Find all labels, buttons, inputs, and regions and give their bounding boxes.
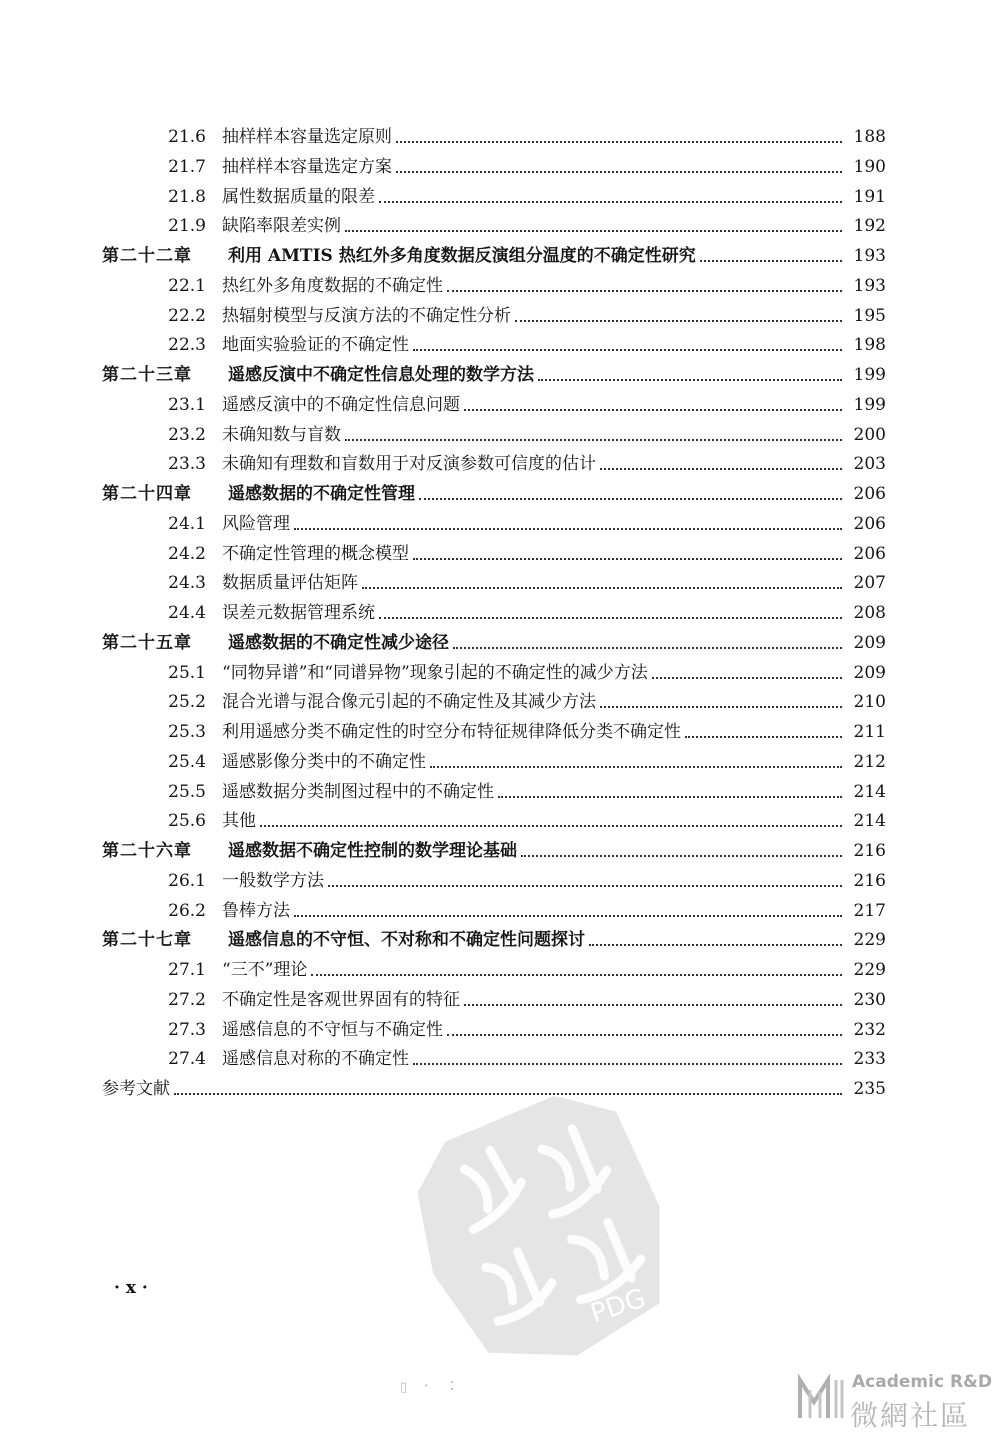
toc-entry-number: 第二十五章 bbox=[102, 632, 192, 653]
toc-entry-number: 25.6 bbox=[168, 811, 206, 832]
toc-chapter-row bbox=[102, 477, 886, 505]
toc-entry-number: 25.3 bbox=[168, 722, 206, 742]
toc-entry-page: 206 bbox=[853, 543, 886, 564]
toc-section-row bbox=[102, 120, 886, 148]
toc-entry-title: 遥感影像分类中的不确定性 bbox=[222, 751, 426, 772]
toc-entry-number: 27.2 bbox=[168, 989, 206, 1010]
toc-entry-number: 25.2 bbox=[168, 692, 206, 713]
toc-entry-number: 23.1 bbox=[168, 394, 206, 415]
toc-entry-number: 24.3 bbox=[168, 573, 206, 594]
toc-entry-page: 214 bbox=[853, 811, 886, 832]
toc-entry-title: 不确定性是客观世界固有的特征 bbox=[222, 989, 460, 1010]
dot-leader bbox=[174, 1092, 842, 1095]
dot-leader bbox=[379, 616, 842, 619]
toc-entry-page: 210 bbox=[853, 692, 886, 713]
toc-entry-number: 21.7 bbox=[168, 156, 206, 177]
dot-leader bbox=[413, 1062, 842, 1065]
toc-entry-page: 193 bbox=[853, 275, 886, 296]
toc-entry-page: 191 bbox=[853, 186, 886, 207]
toc-entry-title: 数据质量评估矩阵 bbox=[222, 573, 358, 594]
toc-entry-page: 203 bbox=[853, 454, 886, 475]
toc-entry-number: 24.4 bbox=[168, 603, 206, 623]
dot-leader bbox=[498, 795, 842, 798]
toc-entry-title: 其他 bbox=[222, 811, 256, 832]
toc-entry-number: 21.9 bbox=[168, 216, 206, 237]
toc-entry-title: 遥感信息的不守恒与不确定性 bbox=[222, 1019, 443, 1040]
toc-entry-title: 一般数学方法 bbox=[222, 870, 324, 891]
toc-section-row bbox=[102, 537, 886, 565]
dot-leader bbox=[600, 705, 842, 708]
logo-text-en: Academic R&D bbox=[852, 1372, 992, 1392]
toc-entry-title: 利用遥感分类不确定性的时空分布特征规律降低分类不确定性 bbox=[222, 722, 681, 742]
dot-leader bbox=[600, 467, 842, 470]
toc-section-row bbox=[102, 715, 886, 743]
toc-section-row bbox=[102, 864, 886, 892]
dot-leader bbox=[464, 1003, 842, 1006]
toc-section-row bbox=[102, 180, 886, 208]
toc-entry-title: 遥感数据分类制图过程中的不确定性 bbox=[222, 781, 494, 802]
dot-leader bbox=[419, 497, 842, 500]
toc-entry-page: 233 bbox=[853, 1049, 886, 1070]
dot-leader bbox=[294, 914, 842, 917]
toc-entry-page: 214 bbox=[853, 781, 886, 802]
toc-entry-title: 遥感数据不确定性控制的数学理论基础 bbox=[228, 841, 517, 861]
toc-chapter-row bbox=[102, 923, 886, 951]
toc-entry-title: 缺陷率限差实例 bbox=[222, 216, 341, 237]
dot-leader bbox=[396, 170, 842, 173]
toc-section-row bbox=[102, 388, 886, 416]
toc-entry-number: 25.5 bbox=[168, 781, 206, 802]
toc-entry-title: 鲁棒方法 bbox=[222, 900, 290, 921]
toc-entry-number: 26.1 bbox=[168, 870, 206, 891]
toc-section-row bbox=[102, 209, 886, 237]
toc-section-row bbox=[102, 1042, 886, 1070]
dot-leader bbox=[260, 824, 842, 827]
toc-section-row bbox=[102, 447, 886, 475]
toc-entry-number: 21.8 bbox=[168, 186, 206, 207]
dot-leader bbox=[413, 557, 842, 560]
toc-entry-title: 属性数据质量的限差 bbox=[222, 186, 375, 207]
toc-entry-number: 24.1 bbox=[168, 513, 206, 534]
toc-entry-number: 第二十四章 bbox=[102, 484, 192, 504]
toc-entry-title: 混合光谱与混合像元引起的不确定性及其减少方法 bbox=[222, 692, 596, 713]
toc-entry-title: 误差元数据管理系统 bbox=[222, 603, 375, 623]
toc-entry-number: 第二十三章 bbox=[102, 365, 192, 385]
toc-entry-number: 22.1 bbox=[168, 275, 206, 296]
dot-leader bbox=[413, 348, 842, 351]
toc-entry-title: 抽样样本容量选定原则 bbox=[222, 127, 392, 147]
toc-entry-title: 遥感数据的不确定性管理 bbox=[228, 484, 415, 504]
dot-leader bbox=[453, 646, 842, 649]
toc-entry-page: 216 bbox=[853, 870, 886, 891]
dot-leader bbox=[362, 586, 842, 589]
toc-entry-page: 188 bbox=[853, 127, 886, 147]
toc-entry-title: 热红外多角度数据的不确定性 bbox=[222, 275, 443, 296]
toc-entry-number: 23.3 bbox=[168, 454, 206, 475]
toc-entry-page: 232 bbox=[853, 1019, 886, 1040]
toc-section-row bbox=[102, 745, 886, 773]
toc-entry-page: 193 bbox=[853, 246, 886, 266]
toc-section-row bbox=[102, 685, 886, 713]
toc-entry-number: 27.4 bbox=[168, 1049, 206, 1070]
toc-section-row bbox=[102, 1013, 886, 1041]
toc-entry-number: 27.1 bbox=[168, 960, 206, 980]
toc-entry-number: 22.2 bbox=[168, 305, 206, 326]
toc-entry-number: 第二十六章 bbox=[102, 841, 192, 861]
toc-entry-page: 198 bbox=[853, 335, 886, 356]
dot-leader bbox=[311, 973, 842, 976]
toc-entry-page: 192 bbox=[853, 216, 886, 237]
dot-leader bbox=[345, 438, 842, 441]
toc-entry-title: 不确定性管理的概念模型 bbox=[222, 543, 409, 564]
toc-entry-title: 未确知有理数和盲数用于对反演参数可信度的估计 bbox=[222, 454, 596, 475]
toc-entry-title: 遥感反演中的不确定性信息问题 bbox=[222, 394, 460, 415]
toc-entry-page: 209 bbox=[853, 632, 886, 653]
toc-section-row bbox=[102, 804, 886, 832]
toc-entry-number: 24.2 bbox=[168, 543, 206, 564]
toc-section-row bbox=[102, 983, 886, 1011]
toc-entry-title: 遥感数据的不确定性减少途径 bbox=[228, 632, 449, 653]
dot-leader bbox=[447, 1033, 842, 1036]
toc-entry-number: 23.2 bbox=[168, 424, 206, 445]
toc-entry-page: 209 bbox=[853, 662, 886, 683]
toc-entry-title: 遥感信息对称的不确定性 bbox=[222, 1049, 409, 1070]
toc-entry-number: 21.6 bbox=[168, 127, 206, 147]
dot-leader bbox=[652, 676, 842, 679]
toc-entry-number: 25.4 bbox=[168, 751, 206, 772]
dot-leader bbox=[515, 319, 842, 322]
toc-entry-page: 208 bbox=[853, 603, 886, 623]
dot-leader bbox=[447, 289, 842, 292]
toc-chapter-row bbox=[102, 358, 886, 386]
dot-leader bbox=[396, 140, 842, 143]
toc-entry-page: 199 bbox=[853, 394, 886, 415]
toc-entry-page: 212 bbox=[853, 751, 886, 772]
toc-entry-title: “同物异谱”和“同谱异物”现象引起的不确定性的减少方法 bbox=[222, 662, 648, 683]
toc-entry-title: 未确知数与盲数 bbox=[222, 424, 341, 445]
dot-leader bbox=[379, 200, 842, 203]
toc-entry-title: “三不”理论 bbox=[222, 960, 308, 980]
toc-entry-number: 第二十二章 bbox=[102, 246, 192, 266]
toc-entry-title: 遥感反演中不确定性信息处理的数学方法 bbox=[228, 365, 534, 385]
toc-entry-title: 遥感信息的不守恒、不对称和不确定性问题探讨 bbox=[228, 930, 585, 951]
toc-entry-page: 206 bbox=[853, 513, 886, 534]
toc-chapter-row bbox=[102, 239, 886, 267]
toc-entry-page: 235 bbox=[853, 1079, 886, 1099]
dot-leader bbox=[589, 943, 842, 946]
toc-section-row bbox=[102, 894, 886, 922]
logo-text-cn: 微網社區 bbox=[850, 1399, 971, 1432]
toc-section-row bbox=[102, 299, 886, 327]
toc-entry-title: 地面实验验证的不确定性 bbox=[222, 335, 409, 356]
dot-leader bbox=[294, 527, 842, 530]
seal-label: PDG bbox=[587, 1283, 650, 1330]
toc-entry-page: 229 bbox=[853, 960, 886, 980]
site-logo bbox=[796, 1372, 992, 1432]
dot-leader bbox=[700, 259, 842, 262]
faint-scan-mark: ▯ ⠂ ⠅ bbox=[400, 1380, 465, 1395]
toc-references-row bbox=[102, 1072, 886, 1100]
logo-mark-icon bbox=[796, 1374, 846, 1424]
toc-section-row bbox=[102, 328, 886, 356]
toc-entry-number: 第二十七章 bbox=[102, 930, 192, 951]
toc-entry-title: 参考文献 bbox=[102, 1079, 170, 1099]
toc-section-row bbox=[102, 566, 886, 594]
toc-section-row bbox=[102, 596, 886, 624]
page-number: · x · bbox=[114, 1278, 148, 1298]
toc-entry-number: 25.1 bbox=[168, 662, 206, 683]
dot-leader bbox=[430, 765, 842, 768]
toc-entry-number: 27.3 bbox=[168, 1019, 206, 1040]
dot-leader bbox=[464, 408, 842, 411]
dot-leader bbox=[538, 378, 842, 381]
toc-entry-page: 199 bbox=[853, 365, 886, 385]
toc-entry-number: 26.2 bbox=[168, 900, 206, 921]
toc-entry-title: 风险管理 bbox=[222, 513, 290, 534]
toc-chapter-row bbox=[102, 626, 886, 654]
toc-entry-page: 211 bbox=[853, 722, 886, 742]
toc-section-row bbox=[102, 418, 886, 446]
toc-entry-page: 217 bbox=[853, 900, 886, 921]
toc-entry-page: 207 bbox=[853, 573, 886, 594]
toc-entry-page: 195 bbox=[853, 305, 886, 326]
toc-entry-page: 200 bbox=[853, 424, 886, 445]
toc-entry-title: 热辐射模型与反演方法的不确定性分析 bbox=[222, 305, 511, 326]
toc-entry-title: 抽样样本容量选定方案 bbox=[222, 156, 392, 177]
toc-section-row bbox=[102, 269, 886, 297]
toc-section-row bbox=[102, 507, 886, 535]
toc-entry-page: 230 bbox=[853, 989, 886, 1010]
toc-section-row bbox=[102, 775, 886, 803]
toc-chapter-row bbox=[102, 834, 886, 862]
toc-section-row bbox=[102, 656, 886, 684]
dot-leader bbox=[521, 854, 842, 857]
dot-leader bbox=[328, 884, 842, 887]
dot-leader bbox=[345, 229, 842, 232]
toc-entry-title: 利用 AMTIS 热红外多角度数据反演组分温度的不确定性研究 bbox=[228, 246, 696, 266]
toc-entry-page: 206 bbox=[853, 484, 886, 504]
dot-leader bbox=[685, 735, 842, 738]
toc-entry-page: 190 bbox=[853, 156, 886, 177]
toc-entry-page: 216 bbox=[853, 841, 886, 861]
toc-section-row bbox=[102, 953, 886, 981]
toc-entry-page: 229 bbox=[853, 930, 886, 951]
toc-entry-number: 22.3 bbox=[168, 335, 206, 356]
toc-section-row bbox=[102, 150, 886, 178]
